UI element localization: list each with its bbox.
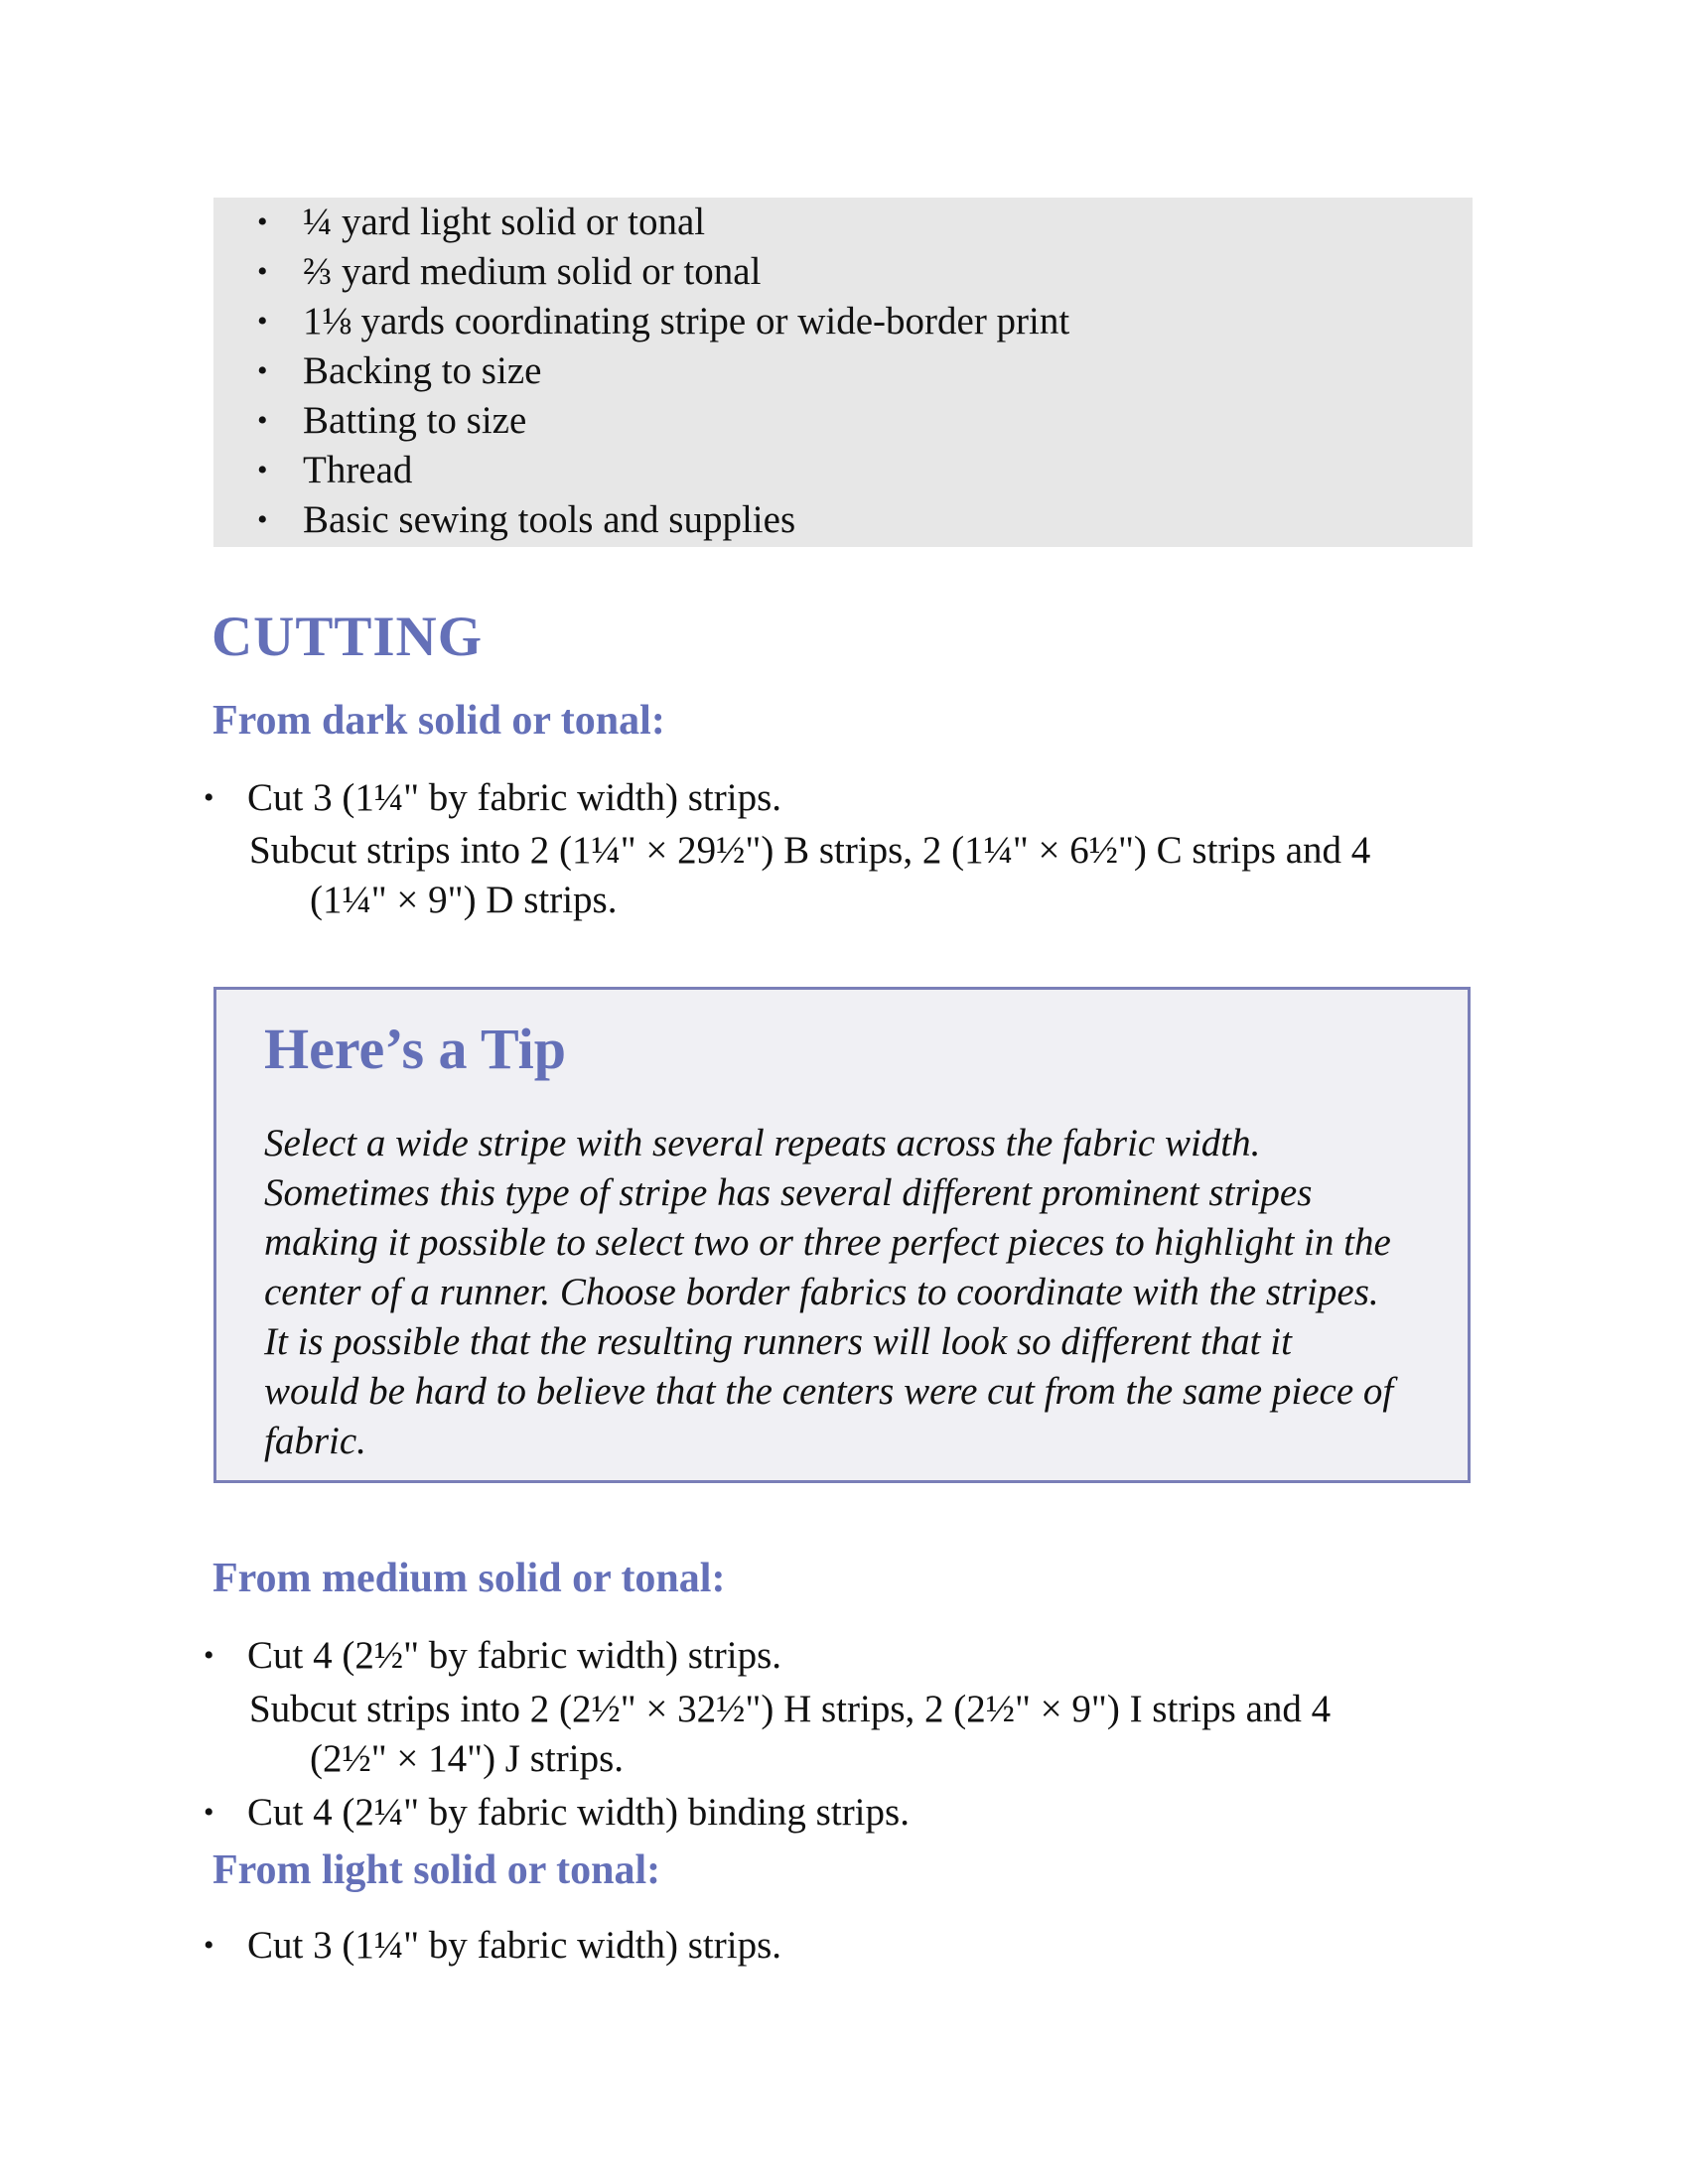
medium-subcut-line-2: (2½" × 14") J strips. [310,1737,624,1780]
bullet-icon: • [257,255,268,288]
cutting-title: CUTTING [211,606,484,668]
tip-line: making it possible to select two or three perfect pieces to highlight in the [264,1221,1391,1264]
bullet-icon: • [257,305,268,338]
bullet-icon: • [257,404,268,437]
dark-subcut-line-2: (1¼" × 9") D strips. [310,879,618,921]
list-item: • Basic sewing tools and supplies [213,495,1473,545]
light-cut-text: Cut 3 (1¼" by fabric width) strips. [247,1924,782,1967]
medium-subcut-line-1: Subcut strips into 2 (2½" × 32½") H strips, 2 (2½" × 9") I strips and 4 [249,1688,1332,1730]
dark-cut-text: Cut 3 (1¼" by fabric width) strips. [247,776,782,819]
tip-line: Sometimes this type of stripe has several different prominent stripes [264,1171,1313,1214]
tip-line: Select a wide stripe with several repeats across the fabric width. [264,1122,1261,1164]
bullet-icon: • [257,454,268,486]
medium-binding-text: Cut 4 (2¼" by fabric width) binding strips. [247,1791,910,1834]
tip-line: would be hard to believe that the centers were cut from the same piece of [264,1370,1394,1413]
list-item: • 1⅛ yards coordinating stripe or wide-border print [213,297,1473,346]
bullet-icon: • [257,205,268,238]
bullet-icon: • [204,1796,214,1829]
medium-cut-text: Cut 4 (2½" by fabric width) strips. [247,1634,782,1677]
light-heading: From light solid or tonal: [212,1847,661,1893]
medium-heading: From medium solid or tonal: [212,1556,726,1601]
bullet-icon: • [257,503,268,536]
tip-line: It is possible that the resulting runners will look so different that it [264,1320,1292,1363]
list-item: • Batting to size [213,396,1473,446]
bullet-icon: • [204,1929,214,1962]
dark-heading: From dark solid or tonal: [212,698,665,744]
bullet-icon: • [257,354,268,387]
tip-line: center of a runner. Choose border fabrics to coordinate with the stripes. [264,1271,1379,1313]
tip-title: Here’s a Tip [264,1017,566,1081]
bullet-icon: • [204,781,214,814]
list-item: • ¼ yard light solid or tonal [213,198,1473,247]
dark-subcut-line-1: Subcut strips into 2 (1¼" × 29½") B strips, 2 (1¼" × 6½") C strips and 4 [249,829,1371,872]
bullet-icon: • [204,1639,214,1672]
tip-box [213,987,1471,1483]
list-item: • Backing to size [213,346,1473,396]
supplies-list [213,198,1473,545]
supplies-box [213,198,1473,547]
list-item: • ⅔ yard medium solid or tonal [213,247,1473,297]
tip-line: fabric. [264,1420,366,1462]
list-item: • Thread [213,446,1473,495]
